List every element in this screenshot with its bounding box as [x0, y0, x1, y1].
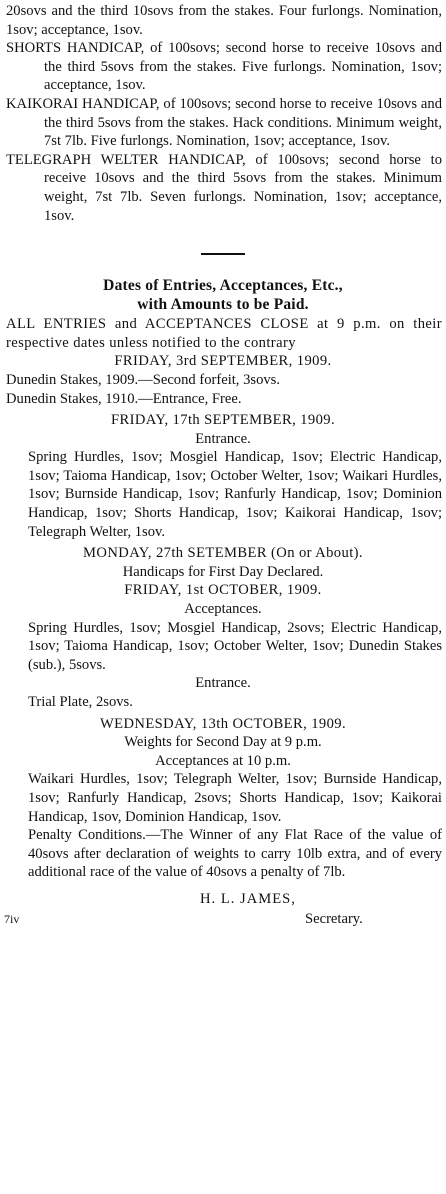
date-heading-17-september: FRIDAY, 17th SEPTEMBER, 1909.	[110, 412, 336, 429]
section-divider	[201, 253, 245, 255]
entrance-subheading-2: Entrance.	[195, 675, 251, 692]
date-heading-3-september: FRIDAY, 3rd SEPTEMBER, 1909.	[114, 353, 332, 370]
weights-second-day: Weights for Second Day at 9 p.m.	[124, 734, 322, 751]
acceptances-time: Acceptances at 10 p.m.	[155, 752, 291, 769]
race-shorts-handicap: SHORTS HANDICAP, of 100sovs; second horse to receive 10sovs and the third 5sovs from the stakes. Five furlongs. Nomination, 1sov; acceptance, 1sov.	[6, 40, 442, 94]
section-heading-line1: Dates of Entries, Acceptances, Etc.,	[103, 277, 343, 295]
acceptances-subheading: Acceptances.	[184, 601, 262, 618]
reference-code: 7iv	[4, 911, 20, 926]
entry-dunedin-1910: Dunedin Stakes, 1910.—Entrance, Free.	[6, 390, 242, 407]
race-kaikorai-handicap: KAIKORAI HANDICAP, of 100sovs; second horse to receive 10sovs and the third 5sovs from the stakes. Hack conditions. Minimum weight, 7st 7lb. Five furlongs. Nomination, 1sov; acceptance, 1sov.	[6, 95, 442, 150]
acceptances-list: Spring Hurdles, 1sov; Mosgiel Handicap, 2sovs; Electric Handicap, 1sov; Taioma Handicap, 1sov; October Welter, 1sov; Dunedin Stakes (sub.), 5sovs.	[28, 619, 442, 673]
handicaps-declared: Handicaps for First Day Declared.	[122, 563, 324, 580]
secretary-title: Secretary.	[305, 910, 363, 927]
date-heading-27-september: MONDAY, 27th SETEMBER (On or About).	[83, 545, 363, 562]
second-day-acceptances-list: Waikari Hurdles, 1sov; Telegraph Welter, 1sov; Burnside Handicap, 1sov; Ranfurly Handicap, 2sovs; Shorts Handicap, 1sov; Kaikorai Handicap, 1sov, Dominion Handicap, 1sov.	[28, 771, 442, 825]
penalty-conditions: Penalty Conditions.—The Winner of any Flat Race of the value of 40sovs after declaration of weights to carry 10lb extra, and of every additional race of the value of 40sovs a penalty of 7lb.	[28, 827, 442, 881]
trial-plate-entry: Trial Plate, 2sovs.	[28, 694, 133, 710]
secretary-name: H. L. JAMES,	[200, 890, 296, 907]
race-continuation: 20sovs and the third 10sovs from the stakes. Four furlongs. Nomination, 1sov; acceptance, 1sov.	[6, 3, 442, 38]
date-heading-1-october: FRIDAY, 1st OCTOBER, 1909.	[124, 582, 322, 599]
date-heading-13-october: WEDNESDAY, 13th OCTOBER, 1909.	[99, 715, 347, 732]
race-telegraph-welter: TELEGRAPH WELTER HANDICAP, of 100sovs; second horse to receive 10sovs and the third 5sovs from the stakes. Minimum weight, 7st 7lb. Seven furlongs. Nomination, 1sov; acceptance, 1sov.	[6, 151, 442, 224]
entrance-list: Spring Hurdles, 1sov; Mosgiel Handicap, 1sov; Electric Handicap, 1sov; Taioma Handicap, 1sov; October Welter, 1sov; Waikari Hurdles, 1sov; Burnside Handicap, 1sov; Ranfurly Handicap, 1sov; Dominion Handicap, 1sov; Shorts Handicap, 1sov; Kaikorai Handicap, 1sov; Telegraph Welter, 1sov.	[28, 449, 442, 540]
intro-text: ALL ENTRIES and ACCEPTANCES CLOSE at 9 p.m. on their respective dates unless notified to the contrary	[6, 316, 442, 351]
entry-dunedin-1909: Dunedin Stakes, 1909.—Second forfeit, 3sovs.	[6, 371, 281, 388]
section-heading-line2: with Amounts to be Paid.	[137, 296, 309, 314]
entrance-subheading: Entrance.	[195, 430, 251, 447]
signature-block	[0, 890, 446, 928]
